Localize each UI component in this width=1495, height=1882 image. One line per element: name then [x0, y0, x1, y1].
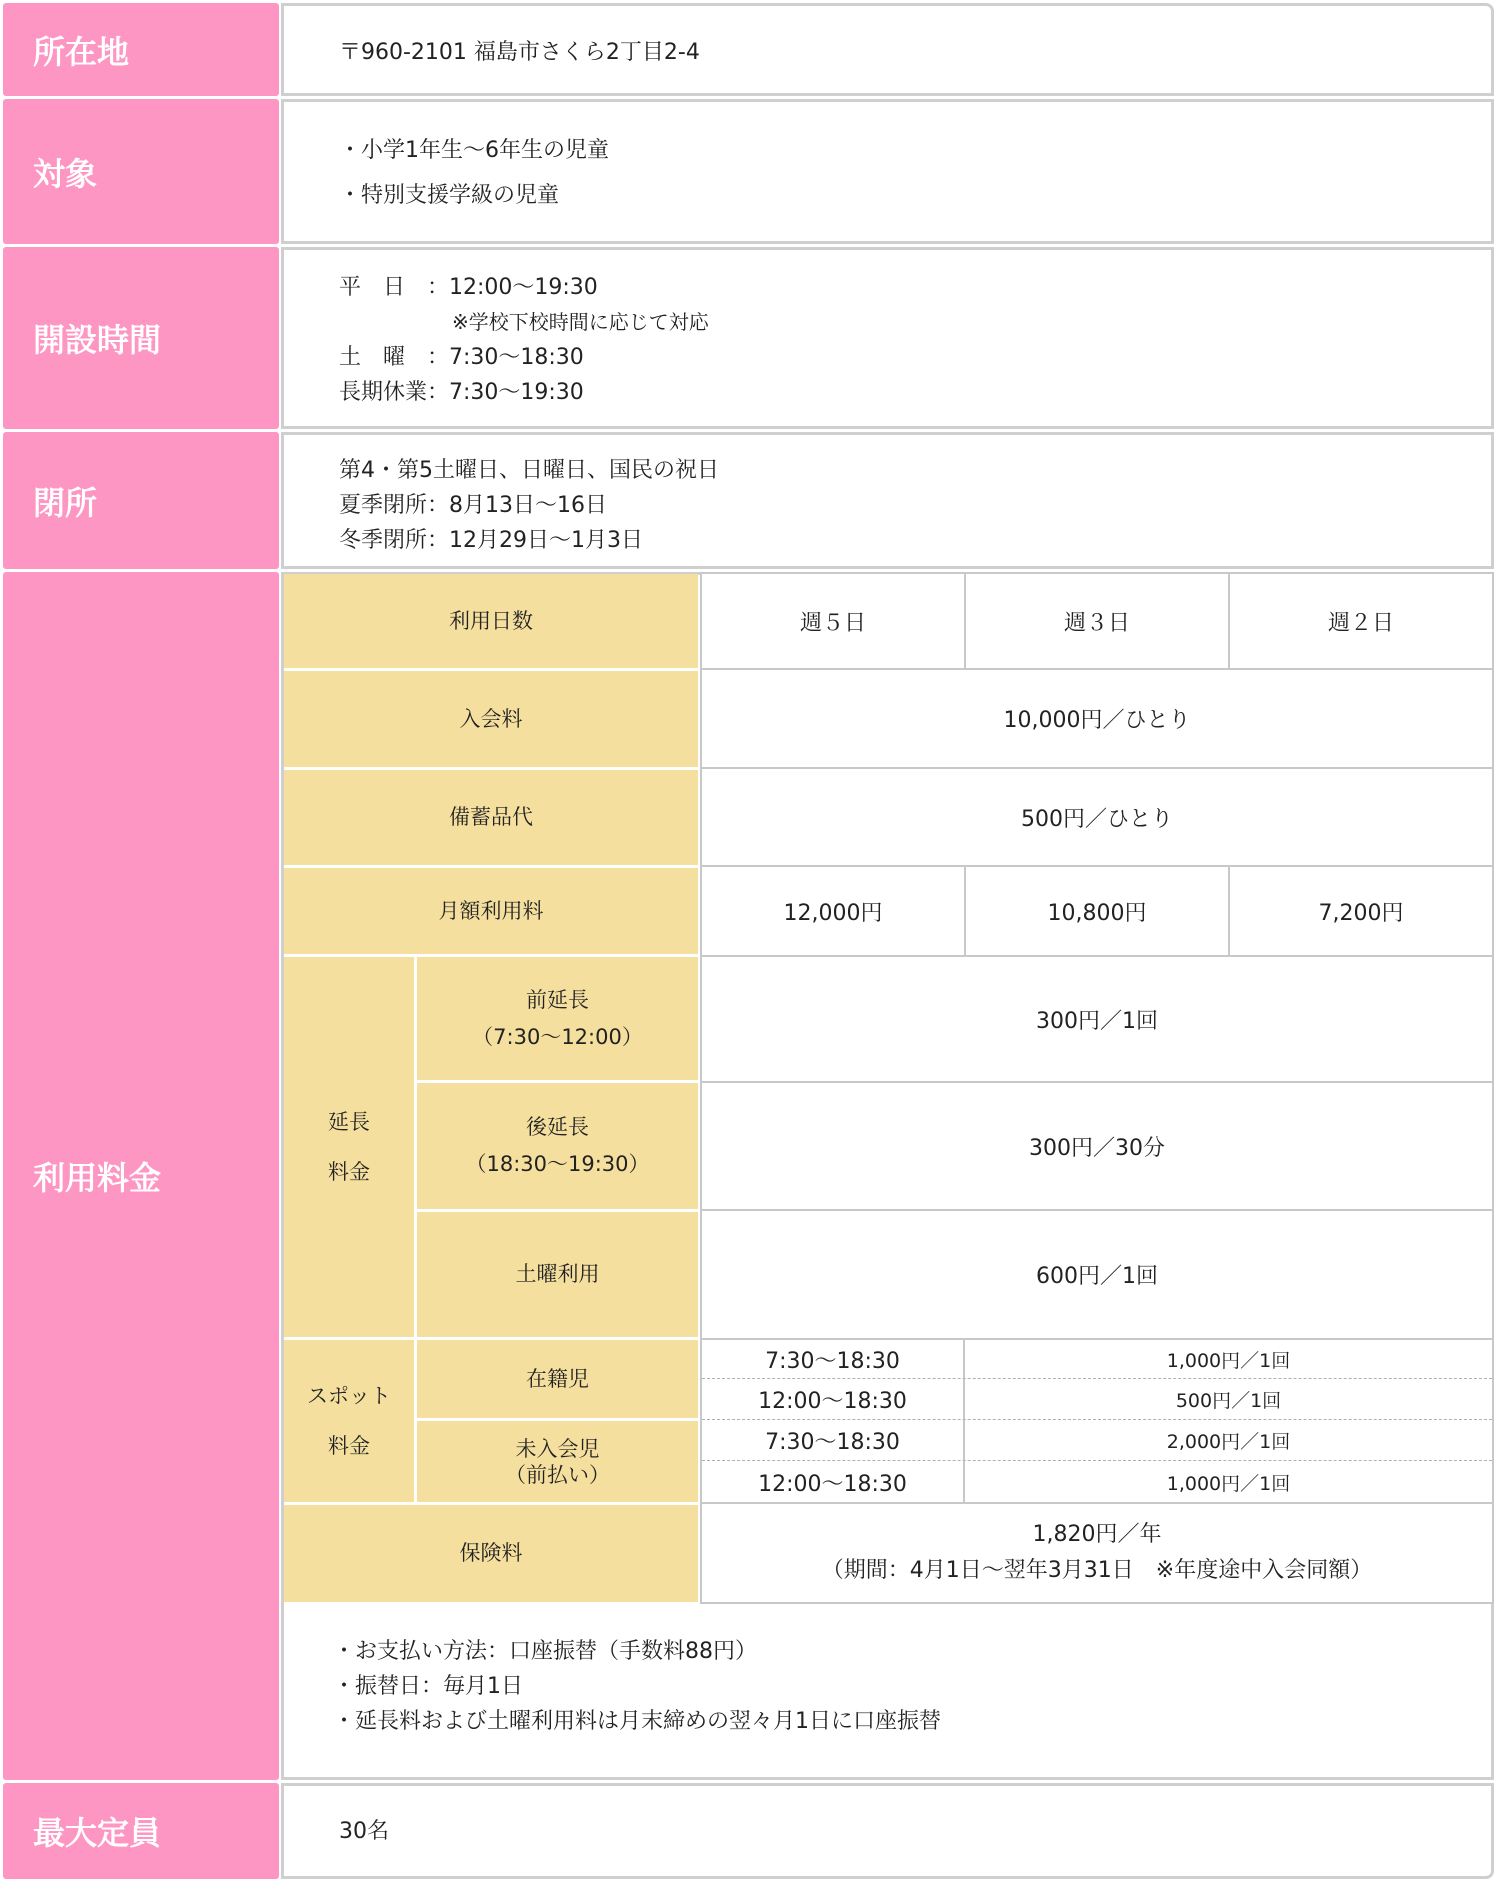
spot-group-line: 料金 — [328, 1434, 370, 1458]
target-item: ・小学1年生〜6年生の児童 — [339, 138, 609, 163]
payment-note: ・延長料および土曜利用料は月末締めの翌々月1日に口座振替 — [333, 1709, 941, 1734]
pre-extension-time: （7:30〜12:00） — [472, 1024, 643, 1049]
capacity-box — [281, 1783, 1494, 1879]
days-option: 週５日 — [700, 572, 966, 670]
hours-box — [281, 247, 1494, 429]
target-label: 対象 — [3, 99, 279, 244]
insurance-period: （期間：4月1日〜翌年3月31日 ※年度途中入会同額） — [821, 1558, 1373, 1583]
closed-box — [281, 432, 1494, 569]
hours-weekday: 平 日 ：12:00〜19:30 — [339, 275, 598, 300]
target-list — [339, 128, 609, 218]
address-value: 〒960-2101 福島市さくら2丁目2-4 — [339, 40, 700, 65]
spot-row-divider — [702, 1378, 1492, 1379]
post-extension-time: （18:30〜19:30） — [465, 1152, 650, 1176]
closed-line: 第4・第5土曜日、日曜日、国民の祝日 — [339, 458, 719, 483]
entry-fee-value: 10,000円／ひとり — [700, 668, 1494, 769]
target-box — [281, 99, 1494, 244]
closed-line: 夏季閉所：8月13日〜16日 — [339, 493, 607, 518]
days-option: 週２日 — [1228, 572, 1494, 670]
post-extension-value: 300円／30分 — [700, 1081, 1494, 1211]
hours-saturday: 土 曜 ：7:30〜18:30 — [339, 345, 584, 370]
insurance-label: 保険料 — [284, 1505, 698, 1602]
capacity-value: 30名 — [339, 1819, 389, 1844]
extension-group-label — [284, 957, 414, 1337]
spot-price: 2,000円／1回 — [1166, 1431, 1291, 1453]
spot-price: 500円／1回 — [1175, 1390, 1282, 1412]
extension-group-line: 料金 — [328, 1160, 370, 1184]
spot-price: 1,000円／1回 — [1166, 1472, 1291, 1495]
days-option: 週３日 — [964, 572, 1230, 670]
insurance-amount: 1,820円／年 — [1032, 1522, 1162, 1547]
payment-note: ・振替日：毎月1日 — [333, 1674, 523, 1699]
capacity-label: 最大定員 — [3, 1783, 279, 1879]
monthly-fee-value: 7,200円 — [1228, 865, 1494, 957]
entry-fee-label: 入会料 — [284, 671, 698, 767]
address-label: 所在地 — [3, 3, 279, 96]
days-header: 利用日数 — [284, 574, 698, 668]
spot-time: 7:30〜18:30 — [765, 1348, 900, 1374]
hours-long-holiday: 長期休業：7:30〜19:30 — [339, 380, 584, 405]
spot-group-line: スポット — [307, 1384, 391, 1408]
pre-extension-value: 300円／1回 — [700, 955, 1494, 1083]
address-box — [281, 3, 1494, 96]
spot-row-divider — [702, 1419, 1492, 1420]
payment-notes — [333, 1634, 941, 1739]
spot-price: 1,000円／1回 — [1166, 1349, 1291, 1372]
insurance-value — [700, 1502, 1494, 1604]
post-extension-title: 後延長 — [526, 1115, 589, 1139]
monthly-fee-value: 12,000円 — [700, 865, 966, 957]
saturday-use-label: 土曜利用 — [417, 1212, 698, 1337]
spot-time: 12:00〜18:30 — [758, 1389, 907, 1414]
fees-label: 利用料金 — [3, 572, 279, 1780]
supplies-fee-label: 備蓄品代 — [284, 770, 698, 865]
closed-line: 冬季閉所：12月29日〜1月3日 — [339, 528, 643, 553]
non-member-child-label — [417, 1421, 698, 1502]
payment-note: ・お支払い方法：口座振替（手数料88円） — [333, 1639, 757, 1664]
monthly-fee-label: 月額利用料 — [284, 868, 698, 954]
closed-label: 閉所 — [3, 432, 279, 569]
non-member-title: 未入会児 — [515, 1436, 600, 1461]
spot-row-divider — [702, 1460, 1492, 1461]
enrolled-child-label: 在籍児 — [417, 1340, 698, 1418]
pre-extension-label — [417, 957, 698, 1080]
hours-label: 開設時間 — [3, 247, 279, 429]
saturday-use-value: 600円／1回 — [700, 1209, 1494, 1340]
target-item: ・特別支援学級の児童 — [339, 183, 560, 208]
hours-weekday-note: ※学校下校時間に応じて対応 — [452, 310, 709, 334]
supplies-fee-value: 500円／ひとり — [700, 767, 1494, 867]
spot-time: 7:30〜18:30 — [765, 1430, 900, 1455]
extension-group-line: 延長 — [328, 1110, 370, 1134]
spot-time: 12:00〜18:30 — [758, 1471, 907, 1497]
post-extension-label — [417, 1083, 698, 1209]
pre-extension-title: 前延長 — [526, 987, 589, 1012]
monthly-fee-value: 10,800円 — [964, 865, 1230, 957]
non-member-note: （前払い） — [505, 1462, 610, 1487]
spot-group-label — [284, 1340, 414, 1502]
